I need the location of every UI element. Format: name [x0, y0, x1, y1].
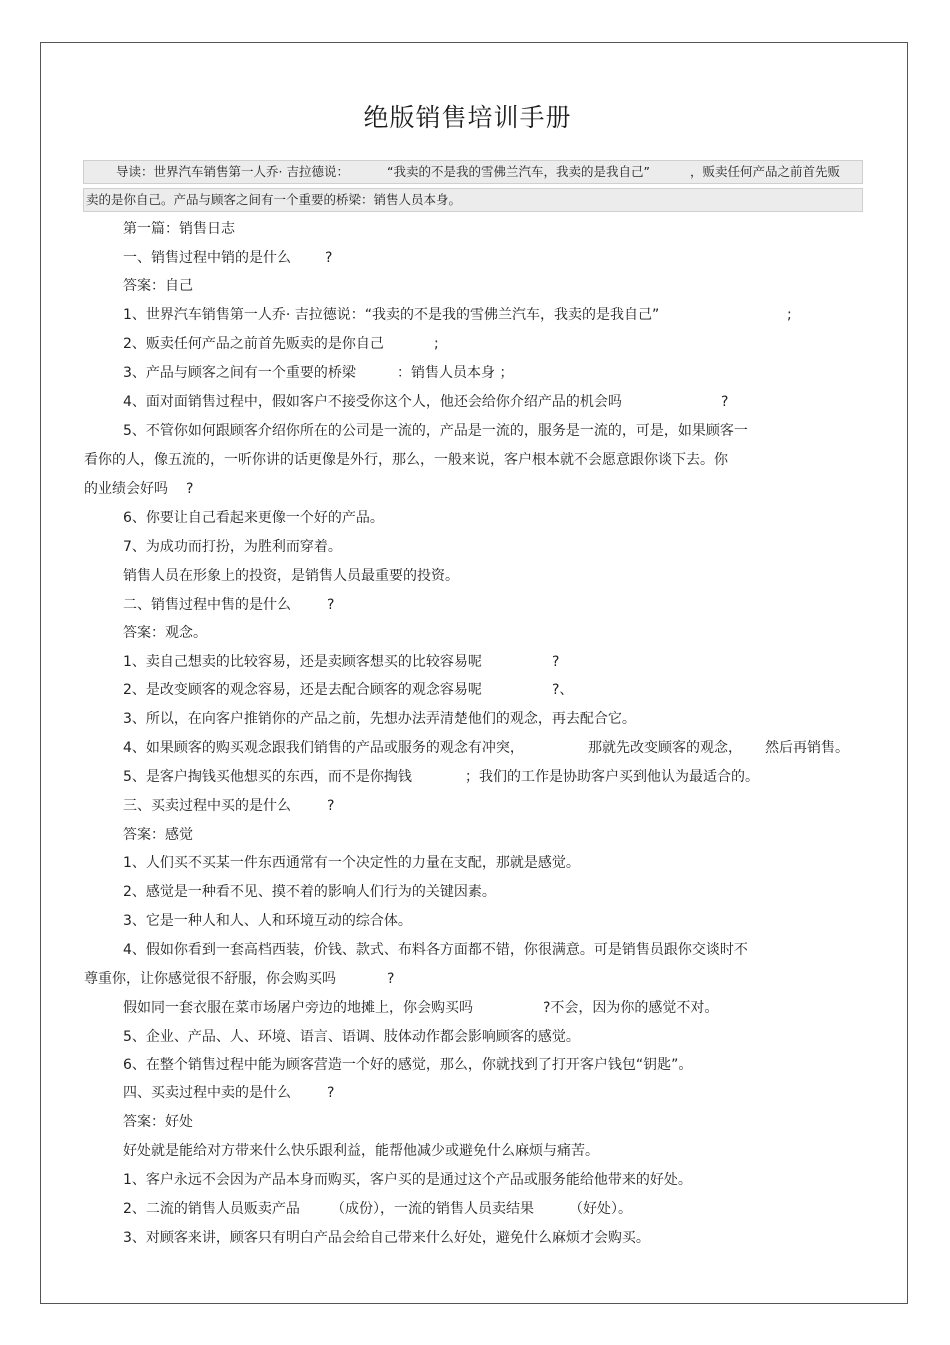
list-item: 3、它是一种人和人、人和环境互动的综合体。: [123, 913, 412, 929]
paragraph-line: 的业绩会好吗 ?: [84, 481, 194, 497]
intro-line-1-lead: 导读：世界汽车销售第一人乔· 吉拉德说：: [116, 164, 349, 179]
part-heading: 第一篇：销售日志: [123, 221, 235, 237]
list-item: 3、产品与顾客之间有一个重要的桥梁 ：销售人员本身 ；: [123, 365, 514, 381]
list-item: 2、感觉是一种看不见、摸不着的影响人们行为的关键因素。: [123, 884, 496, 900]
list-item: 4、假如你看到一套高档西装，价钱、款式、布料各方面都不错，你很满意。可是销售员跟你交谈时不: [123, 942, 748, 958]
intro-line-2: 卖的是你自己。产品与顾客之间有一个重要的桥梁：销售人员本身。: [83, 188, 863, 212]
paragraph-line: 5、不管你如何跟顾客介绍你所在的公司是一流的，产品是一流的，服务是一流的，可是，如果顾客一: [123, 423, 748, 439]
paragraph-line: 尊重你，让你感觉很不舒服，你会购买吗 ?: [84, 971, 395, 987]
answer-1: 答案：自己: [123, 278, 193, 294]
list-item: 1、客户永远不会因为产品本身而购买，客户买的是通过这个产品或服务能给他带来的好处。: [123, 1172, 692, 1188]
section-heading-2: 二、销售过程中售的是什么 ?: [123, 597, 335, 613]
list-item: 6、你要让自己看起来更像一个好的产品。: [123, 510, 384, 526]
list-item: 5、企业、产品、人、环境、语言、语调、肢体动作都会影响顾客的感觉。: [123, 1029, 580, 1045]
list-item: 6、在整个销售过程中能为顾客营造一个好的感觉，那么，你就找到了打开客户钱包“钥匙”。: [123, 1057, 693, 1073]
list-item: 4、如果顾客的购买观念跟我们销售的产品或服务的观念有冲突， 那就先改变顾客的观念， 然后再销售。: [123, 740, 849, 756]
paragraph-line: 好处就是能给对方带来什么快乐跟利益，能帮他减少或避免什么麻烦与痛苦。: [123, 1143, 599, 1159]
answer-3: 答案：感觉: [123, 827, 193, 843]
paragraph-line: 看你的人，像五流的，一听你讲的话更像是外行，那么，一般来说，客户根本就不会愿意跟你谈下去。你: [84, 452, 728, 468]
list-item: 2、贩卖任何产品之前首先贩卖的是你自己 ;: [123, 336, 439, 352]
intro-line-1-quote: “我卖的不是我的雪佛兰汽车，我卖的是我自己”: [387, 164, 650, 179]
document-title: 绝版销售培训手册: [363, 103, 572, 132]
list-item: 3、所以，在向客户推销你的产品之前，先想办法弄清楚他们的观念，再去配合它。: [123, 711, 636, 727]
list-item: 7、为成功而打扮，为胜利而穿着。: [123, 539, 342, 555]
list-item: 1、世界汽车销售第一人乔· 吉拉德说：“我卖的不是我的雪佛兰汽车，我卖的是我自己” ;: [123, 307, 792, 323]
intro-line-1: [83, 160, 863, 184]
list-item: 3、对顾客来讲，顾客只有明白产品会给自己带来什么好处，避免什么麻烦才会购买。: [123, 1230, 650, 1246]
answer-2: 答案：观念。: [123, 625, 207, 641]
section-heading-3: 三、买卖过程中买的是什么 ?: [123, 798, 335, 814]
list-item: 2、二流的销售人员贩卖产品 （成份），一流的销售人员卖结果 （好处）。: [123, 1201, 632, 1217]
list-item: 4、面对面销售过程中，假如客户不接受你这个人，他还会给你介绍产品的机会吗 ?: [123, 394, 729, 410]
list-item: 2、是改变顾客的观念容易，还是去配合顾客的观念容易呢 ?、: [123, 682, 574, 698]
list-item: 1、人们买不买某一件东西通常有一个决定性的力量在支配，那就是感觉。: [123, 855, 580, 871]
paragraph-line: 假如同一套衣服在菜市场屠户旁边的地摊上，你会购买吗 ?不会，因为你的感觉不对。: [123, 1000, 719, 1016]
section-heading-1: 一、销售过程中销的是什么 ?: [123, 250, 333, 266]
list-item: 5、是客户掏钱买他想买的东西，而不是你掏钱 ；我们的工作是协助客户买到他认为最适合的。: [123, 769, 759, 785]
section-heading-4: 四、买卖过程中卖的是什么 ?: [123, 1085, 335, 1101]
intro-line-1-tail: ，贩卖任何产品之前首先贩: [690, 164, 841, 179]
list-item: 1、卖自己想卖的比较容易，还是卖顾客想买的比较容易呢 ?: [123, 654, 560, 670]
answer-4: 答案：好处: [123, 1114, 193, 1130]
paragraph-line: 销售人员在形象上的投资，是销售人员最重要的投资。: [123, 568, 459, 584]
